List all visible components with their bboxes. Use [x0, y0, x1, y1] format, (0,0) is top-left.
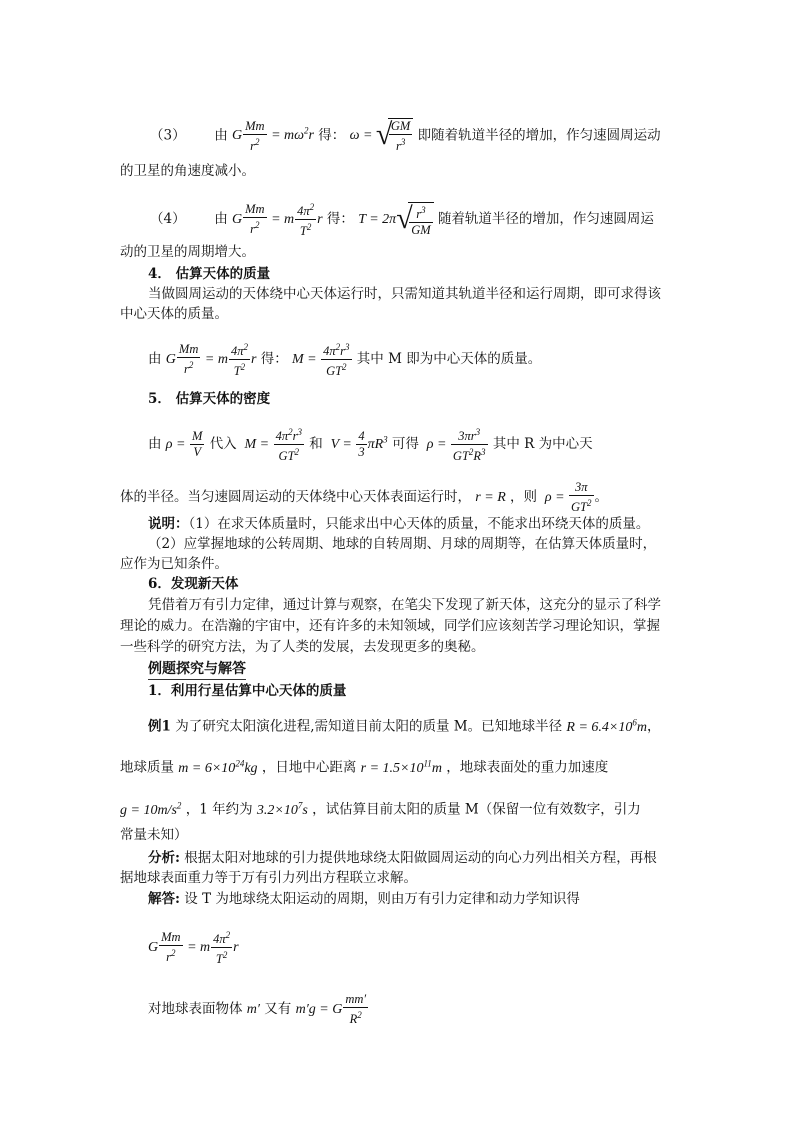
- examples-heading: 例题探究与解答: [148, 658, 246, 680]
- section-5-continuation: [120, 480, 608, 515]
- answer-line2: [148, 992, 369, 1027]
- answer-line1: [148, 890, 580, 908]
- item-3-continuation: 的卫星的角速度减小。: [120, 163, 255, 179]
- note-line3: 应作为已知条件。: [120, 556, 228, 572]
- section-5-then: ，则: [510, 488, 538, 505]
- section-6-para-line2: 理论的威力。在浩瀚的宇宙中，还有许多的未知领域，同学们应该刻苦学习理论知识，掌握: [120, 618, 660, 634]
- formula-year-seconds: $3.2\times 10^7s$: [256, 800, 308, 818]
- formula-surface-weight: m′g = G $\frac{mm'}{R^2}$: [295, 992, 367, 1027]
- formula-gravity-acc: $g = 10m/s^2$: [120, 800, 182, 818]
- example-1-text2c: ，地球表面处的重力加速度: [446, 759, 609, 776]
- formula-surface-density: ρ = $\frac{3\pi}{GT^2}$: [541, 480, 592, 515]
- answer-text1: 设 T 为地球绕太阳运动的周期，则由万有引力定律和动力学知识得: [184, 891, 580, 907]
- formula-earth-radius: $R = 6.4\times 10^6m$: [566, 717, 647, 735]
- note-label: 说明：: [148, 516, 189, 532]
- formula-r-equals-R: r = R: [475, 489, 506, 505]
- note-line1: [148, 515, 649, 533]
- section-4-formula-line: [148, 340, 541, 379]
- analysis-line1: [148, 849, 657, 867]
- example-1-text1: 为了研究太阳演化进程,需知道目前太阳的质量 M。已知地球半径: [175, 718, 563, 735]
- formula-answer-gravity: G $\frac{Mm}{r^2}$ = m $\frac{4\pi^2}{T^2}$ r: [148, 930, 239, 967]
- section-5-can: 可得: [391, 435, 419, 452]
- example-1-line3: [120, 796, 641, 820]
- formula-mass-result: M = $\frac{4\pi^2r^3}{GT^2}$: [292, 342, 350, 379]
- example-1-line2: [120, 754, 608, 778]
- formula-earth-mass: $m = 6\times 10^{24}kg$: [178, 758, 258, 776]
- formula-density-def: ρ = $\frac{M}{V}$: [165, 429, 203, 460]
- section-4-para-line1: 当做圆周运动的天体绕中心天体运行时，只需知道其轨道半径和运行周期，即可求得该: [148, 286, 661, 302]
- item-3-by: 由: [214, 127, 228, 144]
- example-1-text3a: ，1 年约为: [185, 801, 253, 818]
- formula-volume: V = $\frac{4}{3}$ $\pi R^3$: [327, 429, 388, 460]
- examples-subheading-1: 1．利用行星估算中心天体的质量: [148, 683, 347, 699]
- item-4-text: 随着轨道半径的增加，作匀速圆周运: [437, 210, 654, 227]
- section-5-and: 和: [309, 435, 323, 452]
- example-1-text2a: 地球质量: [120, 759, 174, 776]
- item-4-continuation: 动的卫星的周期增大。: [120, 244, 255, 260]
- formula-density-result: ρ = $\frac{3\pi r^3}{GT^2R^3}$: [423, 427, 486, 464]
- section-4-para-line2: 中心天体的质量。: [120, 306, 228, 322]
- note-line2: （2）应掌握地球的公转周期、地球的自转周期、月球的周期等，在估算天体质量时，: [148, 536, 657, 552]
- formula-period-result: T = 2π √ $\frac{r^3}{GM}$: [358, 212, 433, 227]
- formula-mass-equation: G $\frac{Mm}{r^2}$ = m $\frac{4\pi^2}{T^2}$ r: [165, 342, 257, 379]
- section-4-get: 得：: [260, 350, 288, 367]
- example-1-line4: 常量未知）: [120, 827, 188, 843]
- section-5-heading: 5． 估算天体的密度: [148, 391, 271, 407]
- formula-gravity-omega: G $\frac{Mm}{r^2}$ = $m\omega^2r$: [231, 118, 314, 153]
- analysis-label: 分析:: [148, 850, 180, 866]
- analysis-line2: 据地球表面重力等于万有引力列出方程联立求解。: [120, 870, 417, 886]
- item-3-label: （3）: [150, 127, 186, 144]
- section-6-para-line3: 一些科学的研究方法，为了人类的发展，去发现更多的奥秘。: [120, 639, 485, 655]
- section-5-sub: 代入: [209, 435, 237, 452]
- formula-gravity-period: G $\frac{Mm}{r^2}$ = m $\frac{4\pi^2}{T^2}$ r: [231, 202, 323, 239]
- item-3-get: 得：: [318, 127, 346, 144]
- answer-text2b: 又有: [264, 1000, 292, 1017]
- section-5-formula-line: [148, 425, 593, 464]
- item-4-by: 由: [214, 210, 228, 227]
- item-4-line: [150, 200, 654, 239]
- example-1-line1: 例1 为了研究太阳演化进程,需知道目前太阳的质量 M。已知地球半径 $R = 6.4\times 10^6m$，: [148, 717, 661, 735]
- analysis-text1: 根据太阳对地球的引力提供地球绕太阳做圆周运动的向心力列出相关方程，再根: [184, 850, 657, 866]
- answer-label: 解答:: [148, 891, 180, 907]
- answer-equation-1: [148, 928, 239, 967]
- item-4-label: （4）: [150, 210, 186, 227]
- section-4-heading: 4． 估算天体的质量: [148, 266, 271, 282]
- formula-omega-result: ω = √ $\frac{GM}{r^3}$: [350, 128, 414, 143]
- item-4-get: 得：: [326, 210, 354, 227]
- section-4-by: 由: [148, 350, 162, 367]
- section-6-heading: 6．发现新天体: [148, 576, 239, 592]
- section-5-end: 。: [594, 488, 608, 505]
- section-6-para-line1: 凭借着万有引力定律，通过计算与观察，在笔尖下发现了新天体，这充分的显示了科学: [148, 597, 661, 613]
- section-4-text: 其中 M 即为中心天体的质量。: [356, 350, 542, 367]
- section-5-by: 由: [148, 435, 162, 452]
- item-3-line: [150, 118, 661, 154]
- note-text1: （1）在求天体质量时，只能求出中心天体的质量，不能求出环绕天体的质量。: [188, 516, 650, 532]
- answer-text2a: 对地球表面物体: [148, 1000, 243, 1017]
- formula-mass-sub: M = $\frac{4\pi^2r^3}{GT^2}$: [240, 427, 302, 464]
- section-5-text: 其中 R 为中心天: [492, 435, 593, 452]
- example-1-label: 例1: [148, 718, 171, 735]
- formula-sun-earth-distance: $r = 1.5\times 10^{11}m$: [360, 758, 442, 776]
- formula-m-prime: m′: [246, 1001, 260, 1017]
- example-1-text2b: ，日地中心距离: [261, 759, 357, 776]
- example-1-text3b: ，试估算目前太阳的质量 M（保留一位有效数字，引力: [312, 801, 641, 818]
- item-3-text: 即随着轨道半径的增加，作匀速圆周运动: [417, 127, 661, 144]
- section-5-cont-text: 体的半径。当匀速圆周运动的天体绕中心天体表面运行时，: [120, 488, 471, 505]
